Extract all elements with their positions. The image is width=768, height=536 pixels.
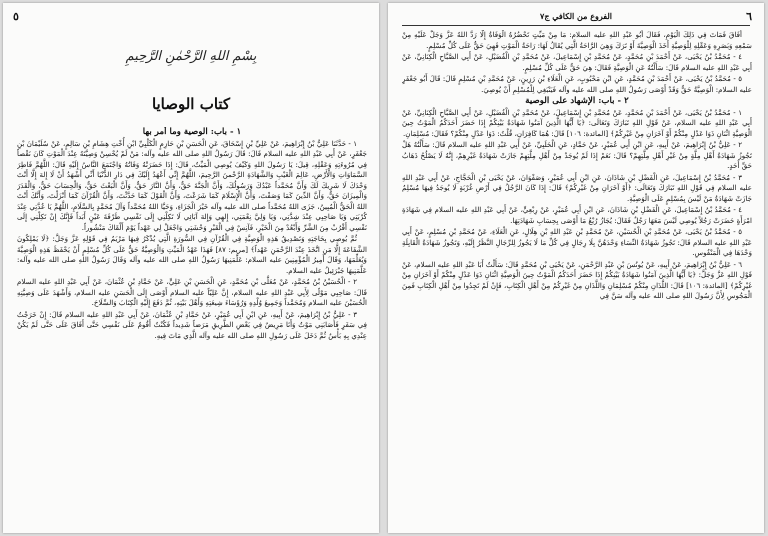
hadith-paragraph: ٣ - مُحَمَّدُ بْنُ إِسْمَاعِيلَ، عَنِ الْفَضْلِ بْنِ شَاذَانَ، عَنِ ابْنِ أَبِي عُمَيْرٍ، وَصَفْوَانَ، عَنْ يَحْيَى بْنِ الْحَجَّاجِ، عَنْ أَبِي عَبْدِ اللهِ عليه السلام فِي قَوْلِ اللهِ تَبَارَكَ وَتَعَالَى: ﴿أَوْ آخَرَانِ مِنْ غَيْرِكُمْ﴾ قَالَ: إِذَا كَانَ الرَّجُلُ فِي أَرْضِ غُرْبَةٍ لَا يُوجَدُ فِيهَا مُسْلِمٌ جَازَتْ شَهَادَةُ مَنْ لَيْسَ بِمُسْلِمٍ عَلَى الْوَصِيَّةِ. <box>402 172 752 203</box>
page-body <box>402 30 752 525</box>
running-head: الفروع من الكافي ج٧ <box>540 11 612 21</box>
page-number: ٦ <box>746 10 752 23</box>
hadith-paragraph: ثُمَّ يُوصِي بِحَاجَتِهِ وَتَصْدِيقُ هَذِهِ الْوَصِيَّةِ فِي الْقُرْآنِ فِي السُّورَةِ الَّتِي يُذْكَرُ فِيهَا مَرْيَمُ فِي قَوْلِهِ عَزَّ وَجَلَّ: ﴿لَا يَمْلِكُونَ الشَّفَاعَةَ إِلَّا مَنِ اتَّخَذَ عِنْدَ الرَّحْمَنِ عَهْداً﴾ [مريم: ٨٧] فَهَذَا عَهْدُ الْمَيِّتِ وَالْوَصِيَّةُ حَقٌّ عَلَى كُلِّ مُسْلِمٍ أَنْ يَحْفَظَ هَذِهِ الْوَصِيَّةَ وَيُعَلِّمَهَا، وَقَالَ أَمِيرُ الْمُؤْمِنِينَ عليه السلام: عَلَّمَنِيهَا رَسُولُ اللهِ صلى الله عليه وآله وَقَالَ رَسُولُ اللهِ صلى الله عليه وآله: عَلَّمَنِيهَا جَبْرَئِيلُ عليه السلام. <box>17 234 367 275</box>
page-number: ٥ <box>13 10 19 23</box>
chapter-title: ١ - باب: الوصية وما أمر بها <box>142 127 242 137</box>
page-right <box>388 3 764 533</box>
hadith-paragraph: ٣ - عَلِيُّ بْنُ إِبْرَاهِيمَ، عَنْ أَبِيهِ، عَنِ ابْنِ أَبِي عُمَيْرٍ، عَنْ حَمَّادِ بْنِ عُثْمَانَ، عَنْ أَبِي عَبْدِ اللهِ عليه السلام قَالَ: إِنْ خَرَجْتُ فِي سَفَرٍ فَأَصَابَنِي مَوْتٌ وَأَنَا مَرِيضٌ فِي بَعْضِ الطَّرِيقِ مَرَضاً شَدِيداً فَكُنْتُ أَقُومُ عَلَى نَفْسِي حَتَّى أَفَاقَ عَلَى حَتَّى لَمْ يَكُنْ عِنْدِي بِهِ بَأْسٌ ثُمَّ دَخَلَ عَلَى رَسُولِ اللهِ صلى الله عليه وآله الَّذِي مَاتَ فِيهِ. <box>17 309 367 340</box>
page-left <box>3 3 379 533</box>
chapter-title: ٢ - باب: الإشهاد على الوصية <box>525 96 629 106</box>
hadith-paragraph: ٢ - الْحُسَيْنُ بْنُ مُحَمَّدٍ، عَنْ مُعَلَّى بْنِ مُحَمَّدٍ، عَنِ الْحَسَنِ بْنِ عَلِيٍّ، عَنْ حَمَّادِ بْنِ عُثْمَانَ، عَنْ أَبِي عَبْدِ اللهِ عليه السلام قَالَ: صَاحِبِي مَوْلًى لِأَبِي عَبْدِ اللهِ عليه السلام، إِنَّ عَلِيّاً عليه السلام أَوْصَى إِلَى الْحَسَنِ عليه السلام، وَأَشْهَدَ عَلَى وَصِيَّتِهِ الْحُسَيْنَ عليه السلام وَمُحَمَّداً وَجَمِيعَ وُلْدِهِ وَرُؤَسَاءَ شِيعَتِهِ وَأَهْلَ بَيْتِهِ، ثُمَّ دَفَعَ إِلَيْهِ الْكِتَابَ وَالسِّلَاحَ. <box>17 277 367 307</box>
hadith-paragraph: ١ - حَدَّثَنَا عَلِيُّ بْنُ إِبْرَاهِيمَ، عَنْ عَلِيِّ بْنِ إِسْحَاقَ، عَنِ الْحَسَنِ بْنِ حَازِمٍ الْكَلْبِيِّ ابْنِ أُخْتِ هِشَامِ بْنِ سَالِمٍ، عَنْ سُلَيْمَانَ بْنِ جَعْفَرٍ، عَنْ أَبِي عَبْدِ اللهِ عليه السلام قَالَ: قَالَ رَسُولُ اللهِ صلى الله عليه وآله: مَنْ لَمْ يُحْسِنْ وَصِيَّتَهُ عِنْدَ الْمَوْتِ كَانَ نَقْصاً فِي مُرُوءَتِهِ وَعَقْلِهِ، قِيلَ: يَا رَسُولَ اللهِ وَكَيْفَ يُوصِي الْمَيِّتُ، قَالَ: إِذَا حَضَرَتْهُ وَفَاتُهُ وَاجْتَمَعَ النَّاسُ إِلَيْهِ قَالَ: اللَّهُمَّ فَاطِرَ السَّمَاوَاتِ وَالْأَرْضِ، عَالِمَ الْغَيْبِ وَالشَّهَادَةِ الرَّحْمنَ الرَّحِيمَ، اللَّهُمَّ إِنِّي أَعْهَدُ إِلَيْكَ فِي دَارِ الدُّنْيَا أَنِّي أَشْهَدُ أَنْ لَا إِلهَ إِلَّا أَنْتَ وَحْدَكَ لَا شَرِيكَ لَكَ وَأَنَّ مُحَمَّداً عَبْدُكَ وَرَسُولُكَ، وَأَنَّ الْجَنَّةَ حَقٌّ، وَأَنَّ النَّارَ حَقٌّ، وَأَنَّ الْبَعْثَ حَقٌّ، وَالْحِسَابَ حَقٌّ، وَالْقَدَرَ وَالْمِيزَانَ حَقٌّ، وَأَنَّ الدِّينَ كَمَا وَصَفْتَ، وَأَنَّ الْإِسْلَامَ كَمَا شَرَعْتَ، وَأَنَّ الْقَوْلَ كَمَا حَدَّثْتَ، وَأَنَّ الْقُرْآنَ كَمَا أَنْزَلْتَ، وَأَنَّكَ أَنْتَ اللهُ الْحَقُّ الْمُبِينُ، جَزَى اللهُ مُحَمَّداً صلى الله عليه وآله خَيْرَ الْجَزَاءِ، وَحَيَّا اللهُ مُحَمَّداً وَآلَ مُحَمَّدٍ بِالسَّلَامِ، اللَّهُمَّ يَا عُدَّتِي عِنْدَ كُرْبَتِي وَيَا صَاحِبِي عِنْدَ شِدَّتِي، وَيَا وَلِيَّ نِعْمَتِي، إِلهِي وَإِلهَ آبَائِي لَا تَكِلْنِي إِلَى نَفْسِي طَرْفَةَ عَيْنٍ أَبَداً فَإِنَّكَ إِنْ تَكِلْنِي إِلَى نَفْسِي أَقْرُبْ مِنَ الشَّرِّ وَأَبْعُدْ مِنَ الْخَيْرِ، فَآنِسْ فِي الْقَبْرِ وَحْشَتِي وَاجْعَلْ لِي عَهْداً يَوْمَ أَلْقَاكَ مَنْشُوراً. <box>17 138 367 232</box>
header-rule <box>402 25 750 26</box>
hadith-paragraph: ٥ - مُحَمَّدُ بْنُ يَحْيَى، عَنْ مُحَمَّدِ بْنِ الْحُسَيْنِ، عَنْ مُحَمَّدِ بْنِ عَبْدِ اللهِ بْنِ هِلَالٍ، عَنِ الْعَلَاءِ، عَنْ مُحَمَّدِ بْنِ مُسْلِمٍ، عَنْ أَبِي عَبْدِ اللهِ عليه السلام قَالَ: تَجُوزُ شَهَادَةُ النِّسَاءِ وَحْدَهُنَّ بِلَا رِجَالٍ فِي كُلِّ مَا لَا يَجُوزُ لِلرِّجَالِ النَّظَرُ إِلَيْهِ، وَتَجُوزُ شَهَادَةُ الْقَابِلَةِ وَحْدَهَا فِي الْمَنْفُوسِ. <box>402 227 752 257</box>
page-body <box>17 127 367 525</box>
hadith-paragraph: ١ - مُحَمَّدُ بْنُ يَحْيَى، عَنْ أَحْمَدَ بْنِ مُحَمَّدٍ، عَنْ مُحَمَّدِ بْنِ إِسْمَاعِيلَ، عَنْ مُحَمَّدِ بْنِ الْفُضَيْلِ، عَنْ أَبِي الصَّبَّاحِ الْكِنَانِيِّ، عَنْ أَبِي عَبْدِ اللهِ عليه السلام، عَنْ قَوْلِ اللهِ تَبَارَكَ وَتَعَالَى: ﴿يَا أَيُّهَا الَّذِينَ آمَنُوا شَهَادَةُ بَيْنِكُمْ إِذَا حَضَرَ أَحَدَكُمُ الْمَوْتُ حِينَ الْوَصِيَّةِ اثْنَانِ ذَوَا عَدْلٍ مِنْكُمْ أَوْ آخَرَانِ مِنْ غَيْرِكُمْ﴾ [المائدة: ١٠٦] قَالَ: هُمَا كَافِرَانِ، قُلْتُ: ذَوَا عَدْلٍ مِنْكُمْ؟ فَقَالَ: مُسْلِمَانِ. <box>402 107 752 138</box>
hadith-paragraph: ٥ - مُحَمَّدُ بْنُ يَحْيَى، عَنْ أَحْمَدَ بْنِ مُحَمَّدٍ، عَنِ ابْنِ مَحْبُوبٍ، عَنِ الْعَلَاءِ بْنِ رَزِينٍ، عَنْ مُحَمَّدِ بْنِ مُسْلِمٍ قَالَ: قَالَ أَبُو جَعْفَرٍ عليه السلام: الْوَصِيَّةُ حَقٌّ وَقَدْ أَوْصَى رَسُولُ اللهِ صلى الله عليه وآله فَيَنْبَغِي لِلْمُسْلِمِ أَنْ يُوصِيَ. <box>402 74 752 94</box>
hadith-paragraph: أَفَاقَ فَمَاتَ فِي ذَلِكَ الْيَوْمِ، فَقَالَ أَبُو عَبْدِ اللهِ عليه السلام: مَا مِنْ مَيِّتٍ تَحْضُرُهُ الْوَفَاةُ إِلَّا رَدَّ اللهُ عَزَّ وَجَلَّ عَلَيْهِ مِنْ سَمْعِهِ وَبَصَرِهِ وَعَقْلِهِ لِلْوَصِيَّةِ أَخَذَ الْوَصِيَّةَ أَوْ تَرَكَ وَهِيَ الرَّاحَةُ الَّتِي يُقَالُ لَهَا: رَاحَةُ الْمَوْتِ فَهِيَ حَقٌّ عَلَى كُلِّ مُسْلِمٍ. <box>402 30 752 50</box>
hadith-paragraph: ٤ - مُحَمَّدُ بْنُ إِسْمَاعِيلَ، عَنِ الْفَضْلِ بْنِ شَاذَانَ، عَنِ ابْنِ أَبِي عُمَيْرٍ، عَنْ رِبْعِيٍّ، عَنْ أَبِي عَبْدِ اللهِ عليه السلام فِي شَهَادَةِ امْرَأَةٍ حَضَرَتْ رَجُلاً يُوصِي لَيْسَ مَعَهَا رَجُلٌ فَقَالَ: يُجَازُ رُبْعُ مَا أَوْصَى بِحِسَابِ شَهَادَتِهَا. <box>402 205 752 225</box>
hadith-paragraph: ٤ - مُحَمَّدُ بْنُ يَحْيَى، عَنْ أَحْمَدَ بْنِ مُحَمَّدٍ، عَنْ مُحَمَّدِ بْنِ إِسْمَاعِيلَ، عَنْ مُحَمَّدِ بْنِ الْفُضَيْلِ، عَنْ أَبِي الصَّبَّاحِ الْكِنَانِيِّ، عَنْ أَبِي عَبْدِ اللهِ عليه السلام قَالَ: سَأَلْتُهُ عَنِ الْوَصِيَّةِ فَقَالَ: هِيَ حَقٌّ عَلَى كُلِّ مُسْلِمٍ. <box>402 52 752 72</box>
basmala: بِسْمِ اللهِ الرَّحْمٰنِ الرَّحِيمِ <box>125 49 257 64</box>
hadith-paragraph: ٦ - عَلِيُّ بْنُ إِبْرَاهِيمَ، عَنْ أَبِيهِ، عَنْ يُونُسَ بْنِ عَبْدِ الرَّحْمَنِ، عَنْ يَحْيَى بْنِ مُحَمَّدٍ قَالَ: سَأَلْتُ أَبَا عَبْدِ اللهِ عليه السلام، عَنْ قَوْلِ اللهِ عَزَّ وَجَلَّ: ﴿يَا أَيُّهَا الَّذِينَ آمَنُوا شَهَادَةُ بَيْنِكُمْ إِذَا حَضَرَ أَحَدَكُمُ الْمَوْتُ حِينَ الْوَصِيَّةِ اثْنَانِ ذَوَا عَدْلٍ مِنْكُمْ أَوْ آخَرَانِ مِنْ غَيْرِكُمْ﴾ [المائدة: ١٠٦] قَالَ: اللَّذَانِ مِنْكُمْ مُسْلِمَانِ وَاللَّذَانِ مِنْ غَيْرِكُمْ مِنْ أَهْلِ الْكِتَابِ، فَإِنْ لَمْ تَجِدُوا مِنْ أَهْلِ الْكِتَابِ فَمِنَ الْمَجُوسِ لِأَنَّ رَسُولَ اللهِ صلى الله عليه وآله سَنَّ فِي <box>402 259 752 300</box>
hadith-paragraph: ٢ - عَلِيُّ بْنُ إِبْرَاهِيمَ، عَنْ أَبِيهِ، عَنِ ابْنِ أَبِي عُمَيْرٍ، عَنْ حَمَّادٍ، عَنِ الْحَلَبِيِّ، عَنْ أَبِي عَبْدِ اللهِ عليه السلام قَالَ: سَأَلْتُهُ هَلْ تَجُوزُ شَهَادَةُ أَهْلِ مِلَّةٍ مِنْ غَيْرِ أَهْلِ مِلَّتِهِمْ؟ قَالَ: نَعَمْ إِذَا لَمْ يُوجَدْ مِنْ أَهْلِ مِلَّتِهِمْ جَازَتْ شَهَادَةُ غَيْرِهِمْ، إِنَّهُ لَا يَصْلُحُ ذَهَابُ حَقِّ أَحَدٍ. <box>402 140 752 170</box>
book-title: كتاب الوصايا <box>151 95 231 113</box>
